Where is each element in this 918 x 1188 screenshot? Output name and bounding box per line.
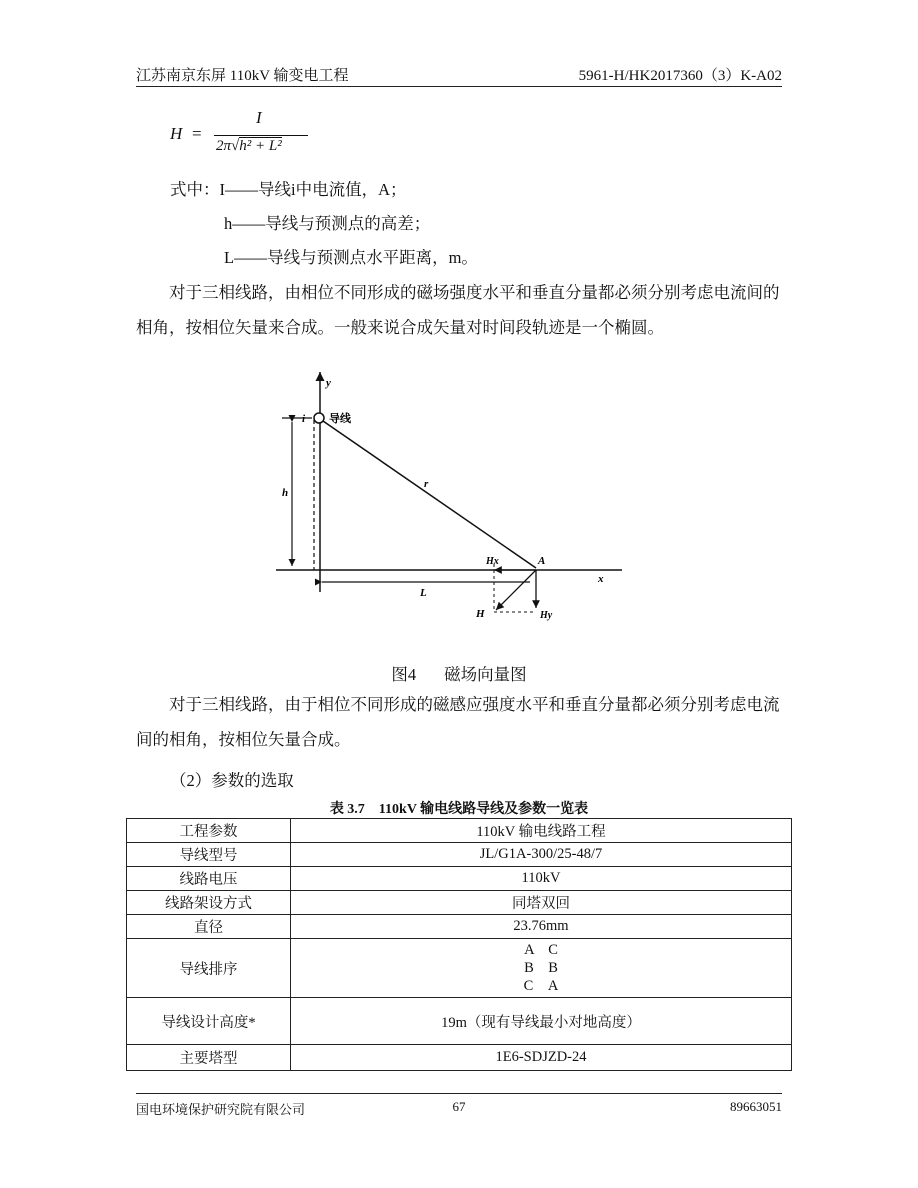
distance-r-line [323,421,536,568]
table-value: 23.76mm [291,915,792,939]
phase-sequence [524,939,559,997]
definition-intro: 式中： [170,180,220,199]
figure-caption-text: 磁场向量图 [444,665,527,684]
table-key: 工程参数 [127,819,291,843]
figure-caption [0,661,918,685]
table-row [127,867,792,891]
phase-line-2: B B [524,960,558,976]
label-L: L [420,587,427,599]
table-value: 同塔双回 [291,891,792,915]
definition-i-text: I——导线i中电流值，A； [219,180,407,199]
footer-code: 89663051 [730,1099,782,1114]
definition-i [170,176,407,200]
table-value: 110kV [291,867,792,891]
table-row [127,819,792,843]
magnetic-field-formula [170,108,350,164]
parameter-table-body [127,819,792,1071]
phase-line-3: C A [523,978,559,994]
label-y: y [326,377,331,389]
label-h: h [282,487,289,499]
table-key: 线路电压 [127,867,291,891]
table-row-phase-sequence [127,939,792,998]
table-key: 主要塔型 [127,1045,291,1071]
table-row [127,915,792,939]
table-value: 110kV 输电线路工程 [291,819,792,843]
conductor-circle [314,413,324,423]
magnetic-field-vector-diagram [262,360,732,650]
label-r: r [424,478,429,490]
formula-numerator: I [256,108,262,127]
formula-lhs: H [170,124,183,143]
parameter-table [126,818,792,1071]
label-Hx: Hx [486,556,499,567]
paragraph-phase-vector: 对于三相线路，由相位不同形成的磁场强度水平和垂直分量都必须分别考虑电流间的相角，按相位矢量来合成。一般来说合成矢量对时间段轨迹是一个椭圆。 [136,283,780,337]
label-x: x [598,573,604,585]
label-A: A [538,555,546,567]
table-key: 线路架设方式 [127,891,291,915]
formula-radicand: h² + L² [239,138,282,154]
header-project-title: 江苏南京东屏 110kV 输变电工程 [136,68,349,84]
table-key: 导线设计高度* [127,998,291,1045]
definition-h: h——导线与预测点的高差； [224,214,431,233]
paragraph-magnetic-induction: 对于三相线路，由于相位不同形成的磁感应强度水平和垂直分量都必须分别考虑电流间的相角，按相位矢量合成。 [136,695,780,749]
header-document-code: 5961-H/HK2017360（3）K-A02 [578,68,782,84]
table-row-tower-type [127,1045,792,1071]
figure-caption-number: 图4 [391,665,417,684]
table-key: 导线型号 [127,843,291,867]
page-header [136,62,782,87]
h-resultant-vector [496,570,536,610]
label-H: H [476,608,485,620]
table-value: 19m（现有导线最小对地高度） [291,998,792,1045]
definition-l: L——导线与预测点水平距离，m。 [224,248,478,267]
page-footer [136,1093,782,1118]
sqrt-sign: √ [231,138,240,154]
table-key: 直径 [127,915,291,939]
table-row [127,891,792,915]
fraction-bar [214,135,308,136]
table-row [127,843,792,867]
table-key: 导线排序 [127,939,291,998]
table-value: 1E6-SDJZD-24 [291,1045,792,1071]
formula-equals: = [192,124,202,143]
phase-sequence-cell [291,939,792,998]
formula-denominator-prefix: 2π [216,138,232,154]
label-conductor: 导线 [329,412,351,425]
section-heading: （2）参数的选取 [170,771,294,790]
formula-denominator [216,138,282,155]
table-row-design-height [127,998,792,1045]
table-value: JL/G1A-300/25-48/7 [291,843,792,867]
label-i: i [302,413,306,425]
phase-line-1: A C [524,942,558,958]
footer-organization: 国电环境保护研究院有限公司 [136,1102,306,1117]
label-Hy: Hy [540,610,553,621]
table-caption: 表 3.7 110kV 输电线路导线及参数一览表 [329,802,589,817]
footer-page-number: 67 [452,1099,466,1114]
